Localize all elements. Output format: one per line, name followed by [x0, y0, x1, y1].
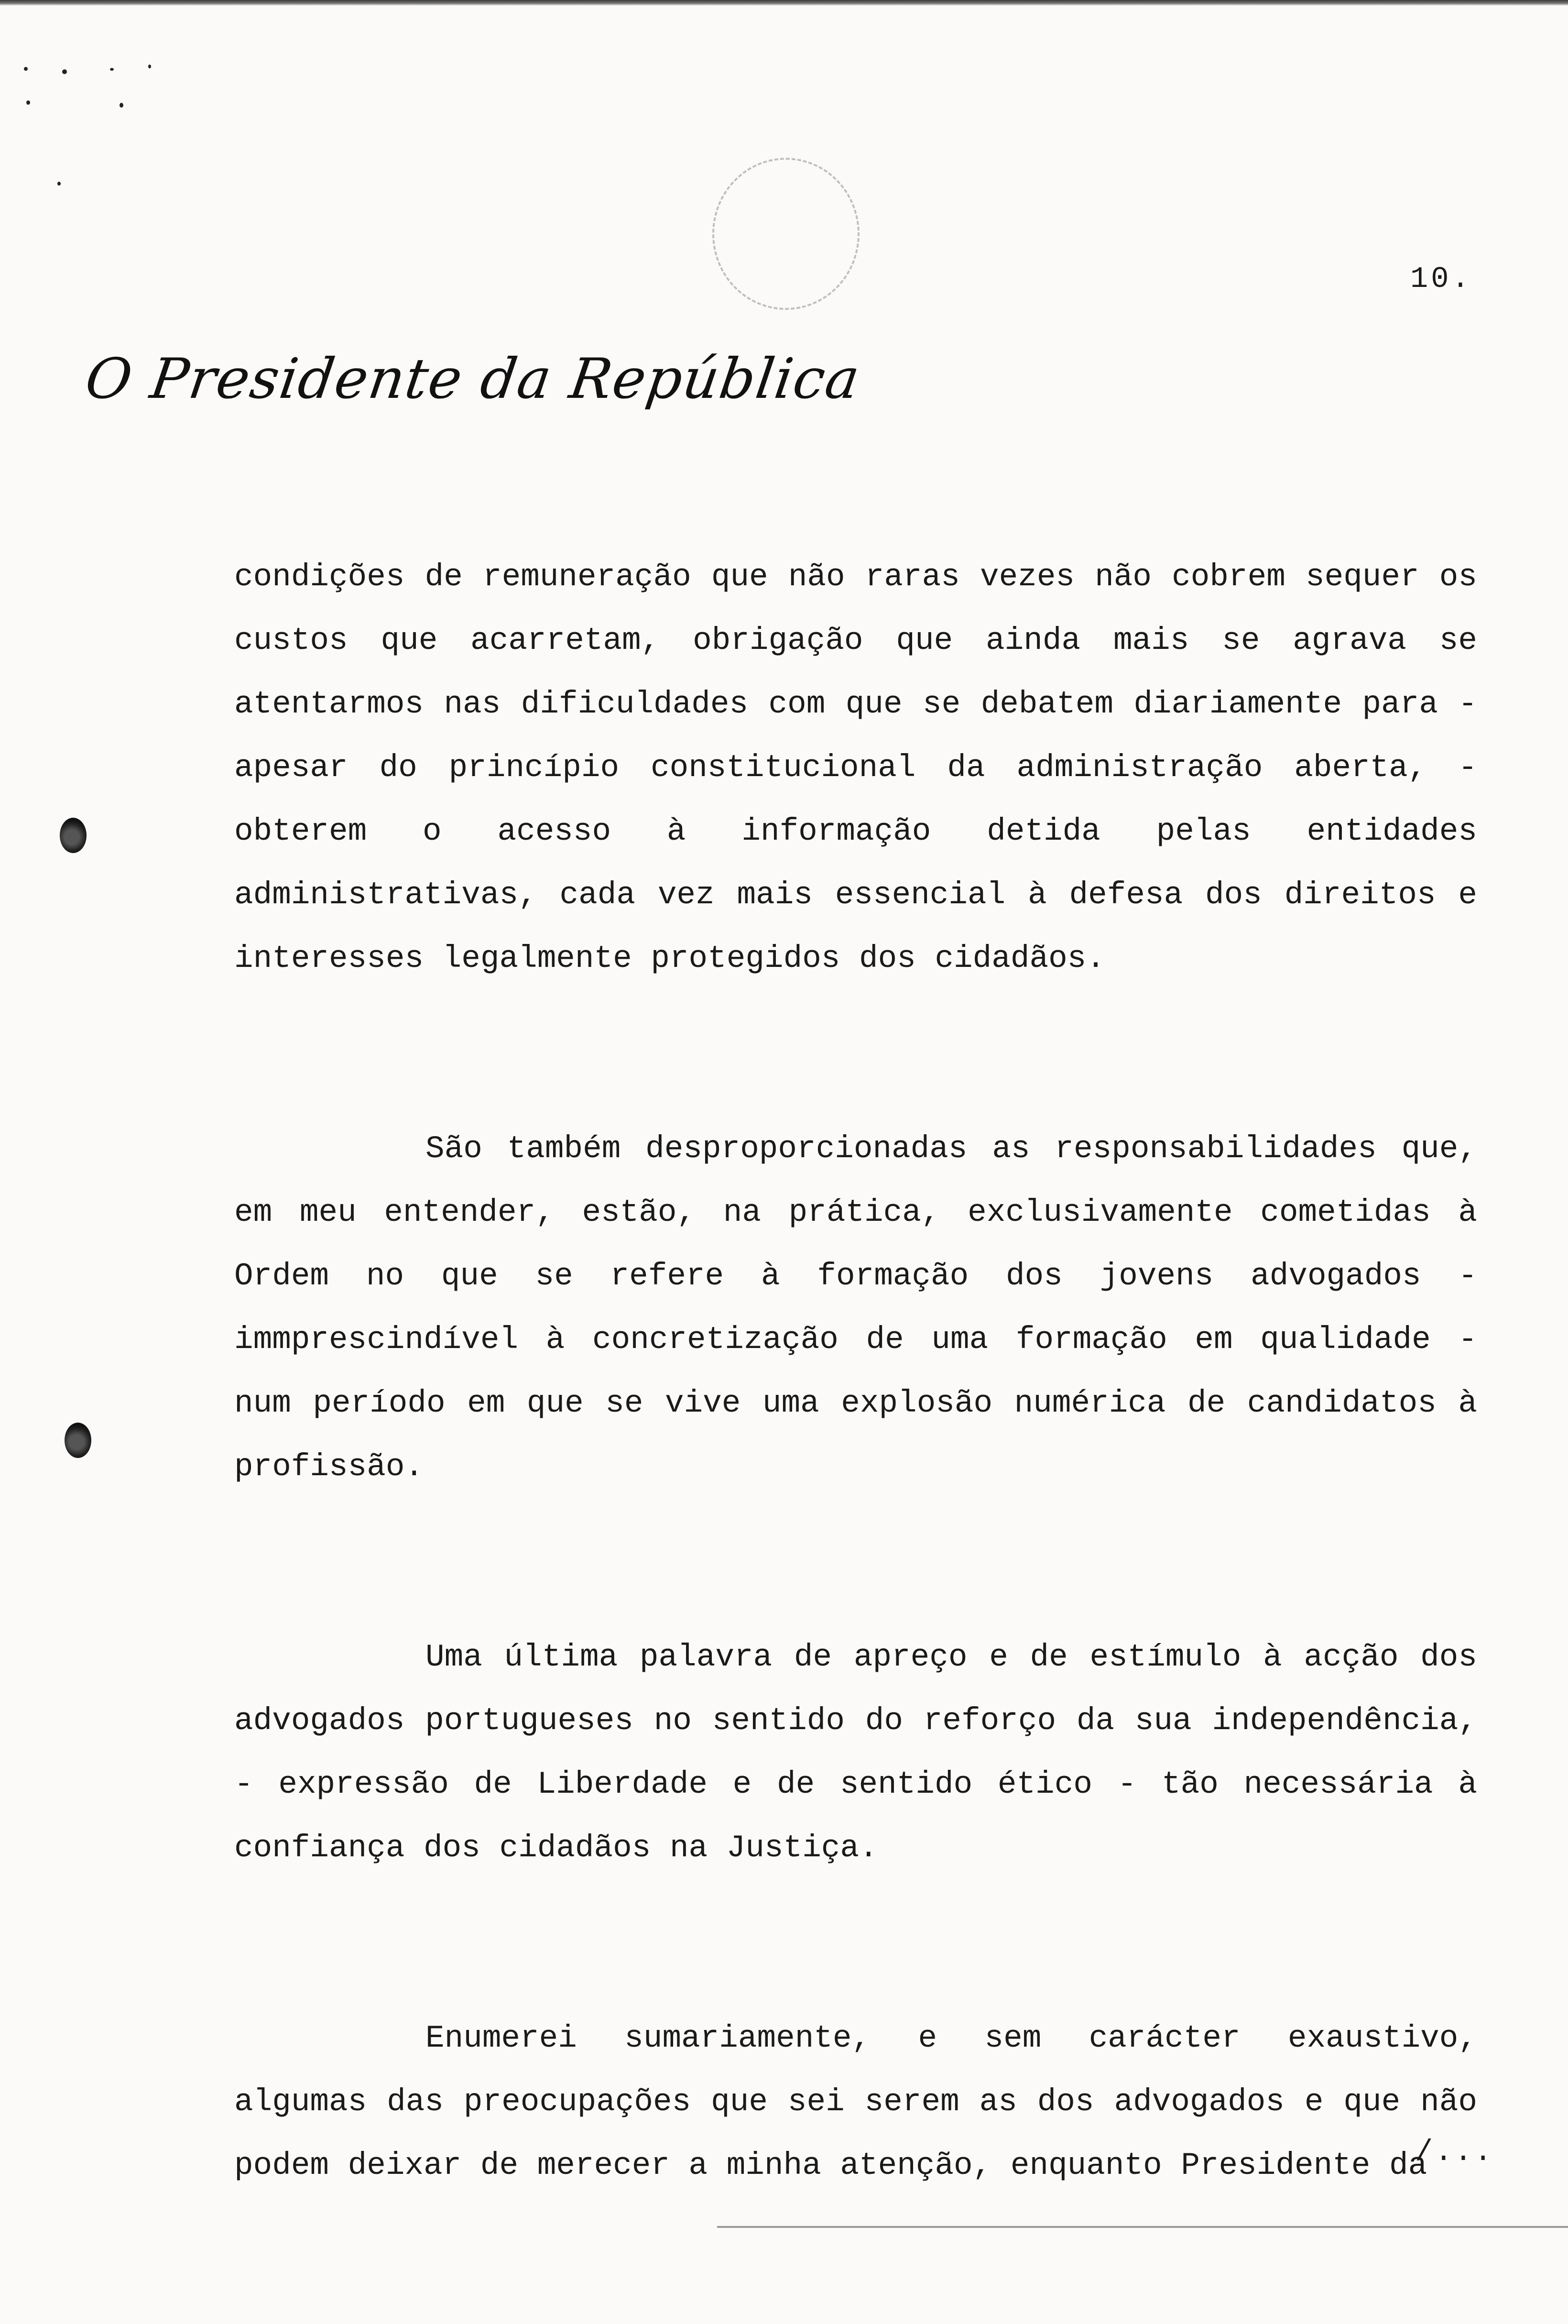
scan-top-edge [0, 0, 1568, 6]
scan-speck [120, 103, 123, 108]
scan-speck [148, 65, 151, 68]
continuation-mark: /... [1415, 2135, 1494, 2169]
body-paragraph: Uma última palavra de apreço e de estímulo à acção dos advogados portugueses no sentido do reforço da sua independência, - expressão de Liberdade e de sentido ético - tão necessária à confiança dos cidadãos na Justiça. [234, 1639, 1477, 1866]
scan-speck [62, 69, 67, 74]
letterhead-signature: O Presidente da República [81, 347, 864, 411]
scan-speck [57, 182, 61, 186]
scan-speck [110, 68, 114, 71]
punch-hole-lower [65, 1423, 91, 1458]
document-body [234, 545, 1477, 2324]
body-paragraph: São também desproporcionadas as responsabilidades que, em meu entender, estão, na prática, exclusivamente cometidas à Ordem no que se refere à formação dos jovens advogados - immprescindível à concretização de uma formação em qualidade - num período em que se vive uma explosão numérica de candidatos à profissão. [234, 1131, 1477, 1485]
punch-hole-upper [60, 818, 87, 853]
page-number: 10. [1410, 262, 1472, 296]
scan-speck [26, 100, 30, 105]
body-paragraph: Enumerei sumariamente, e sem carácter exaustivo, algumas das preocupações que sei serem as dos advogados e que não podem deixar de merecer a minha atenção, enquanto Presidente da [234, 2020, 1477, 2183]
scan-speck [24, 67, 28, 71]
faint-seal-stamp [712, 158, 860, 310]
body-paragraph: condições de remuneração que não raras vezes não cobrem sequer os custos que acarretam, obrigação que ainda mais se agrava se atentarmos nas dificuldades com que se debatem diariamente para - apesar do princípio constitucional da administração aberta, - obterem o acesso à informação detida pelas entidades administrativas, cada vez mais essencial à defesa dos direitos e interesses legalmente protegidos dos cidadãos. [234, 559, 1477, 976]
